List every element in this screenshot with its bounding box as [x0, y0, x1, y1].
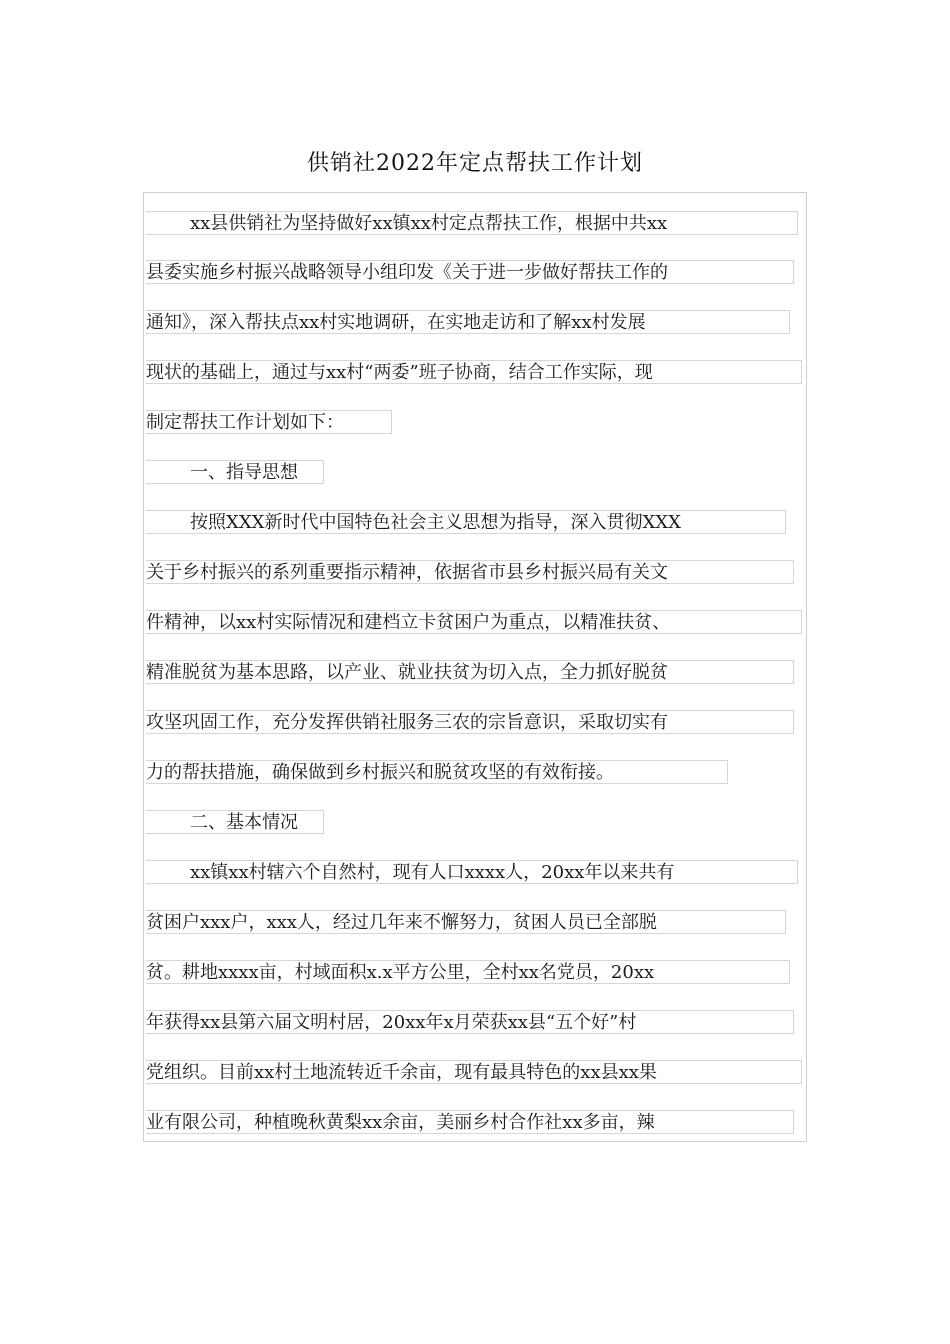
document-title: 供销社2022年定点帮扶工作计划: [307, 151, 643, 176]
text-line: 贫困户xxx户，xxx人，经过几年来不懈努力，贫困人员已全部脱: [146, 910, 786, 934]
text-line: 党组织。目前xx村土地流转近千余亩，现有最具特色的xx县xx果: [146, 1060, 802, 1084]
text-line: 件精神，以xx村实际情况和建档立卡贫困户为重点，以精准扶贫、: [146, 610, 802, 634]
text-line: 制定帮扶工作计划如下：: [146, 410, 392, 434]
text-line: xx镇xx村辖六个自然村，现有人口xxxx人，20xx年以来共有: [146, 860, 798, 884]
text-line: 攻坚巩固工作，充分发挥供销社服务三农的宗旨意识，采取切实有: [146, 710, 794, 734]
text-line: 贫。耕地xxxx亩，村域面积x.x平方公里，全村xx名党员，20xx: [146, 960, 790, 984]
text-line: 按照XXX新时代中国特色社会主义思想为指导，深入贯彻XXX: [146, 510, 786, 534]
text-line: xx县供销社为坚持做好xx镇xx村定点帮扶工作，根据中共xx: [146, 211, 798, 235]
section-heading: 一、指导思想: [146, 460, 324, 484]
text-line: 业有限公司，种植晚秋黄梨xx余亩，美丽乡村合作社xx多亩，辣: [146, 1110, 794, 1134]
text-line: 县委实施乡村振兴战略领导小组印发《关于进一步做好帮扶工作的: [146, 260, 794, 284]
text-line: 力的帮扶措施，确保做到乡村振兴和脱贫攻坚的有效衔接。: [146, 760, 728, 784]
text-line: 关于乡村振兴的系列重要指示精神，依据省市县乡村振兴局有关文: [146, 560, 794, 584]
text-line: 现状的基础上，通过与xx村“两委”班子协商，结合工作实际，现: [146, 360, 802, 384]
text-line: 年获得xx县第六届文明村居，20xx年x月荣获xx县“五个好”村: [146, 1010, 794, 1034]
text-line: 精准脱贫为基本思路，以产业、就业扶贫为切入点，全力抓好脱贫: [146, 660, 794, 684]
section-heading: 二、基本情况: [146, 810, 324, 834]
text-line: 通知》，深入帮扶点xx村实地调研，在实地走访和了解xx村发展: [146, 310, 790, 334]
